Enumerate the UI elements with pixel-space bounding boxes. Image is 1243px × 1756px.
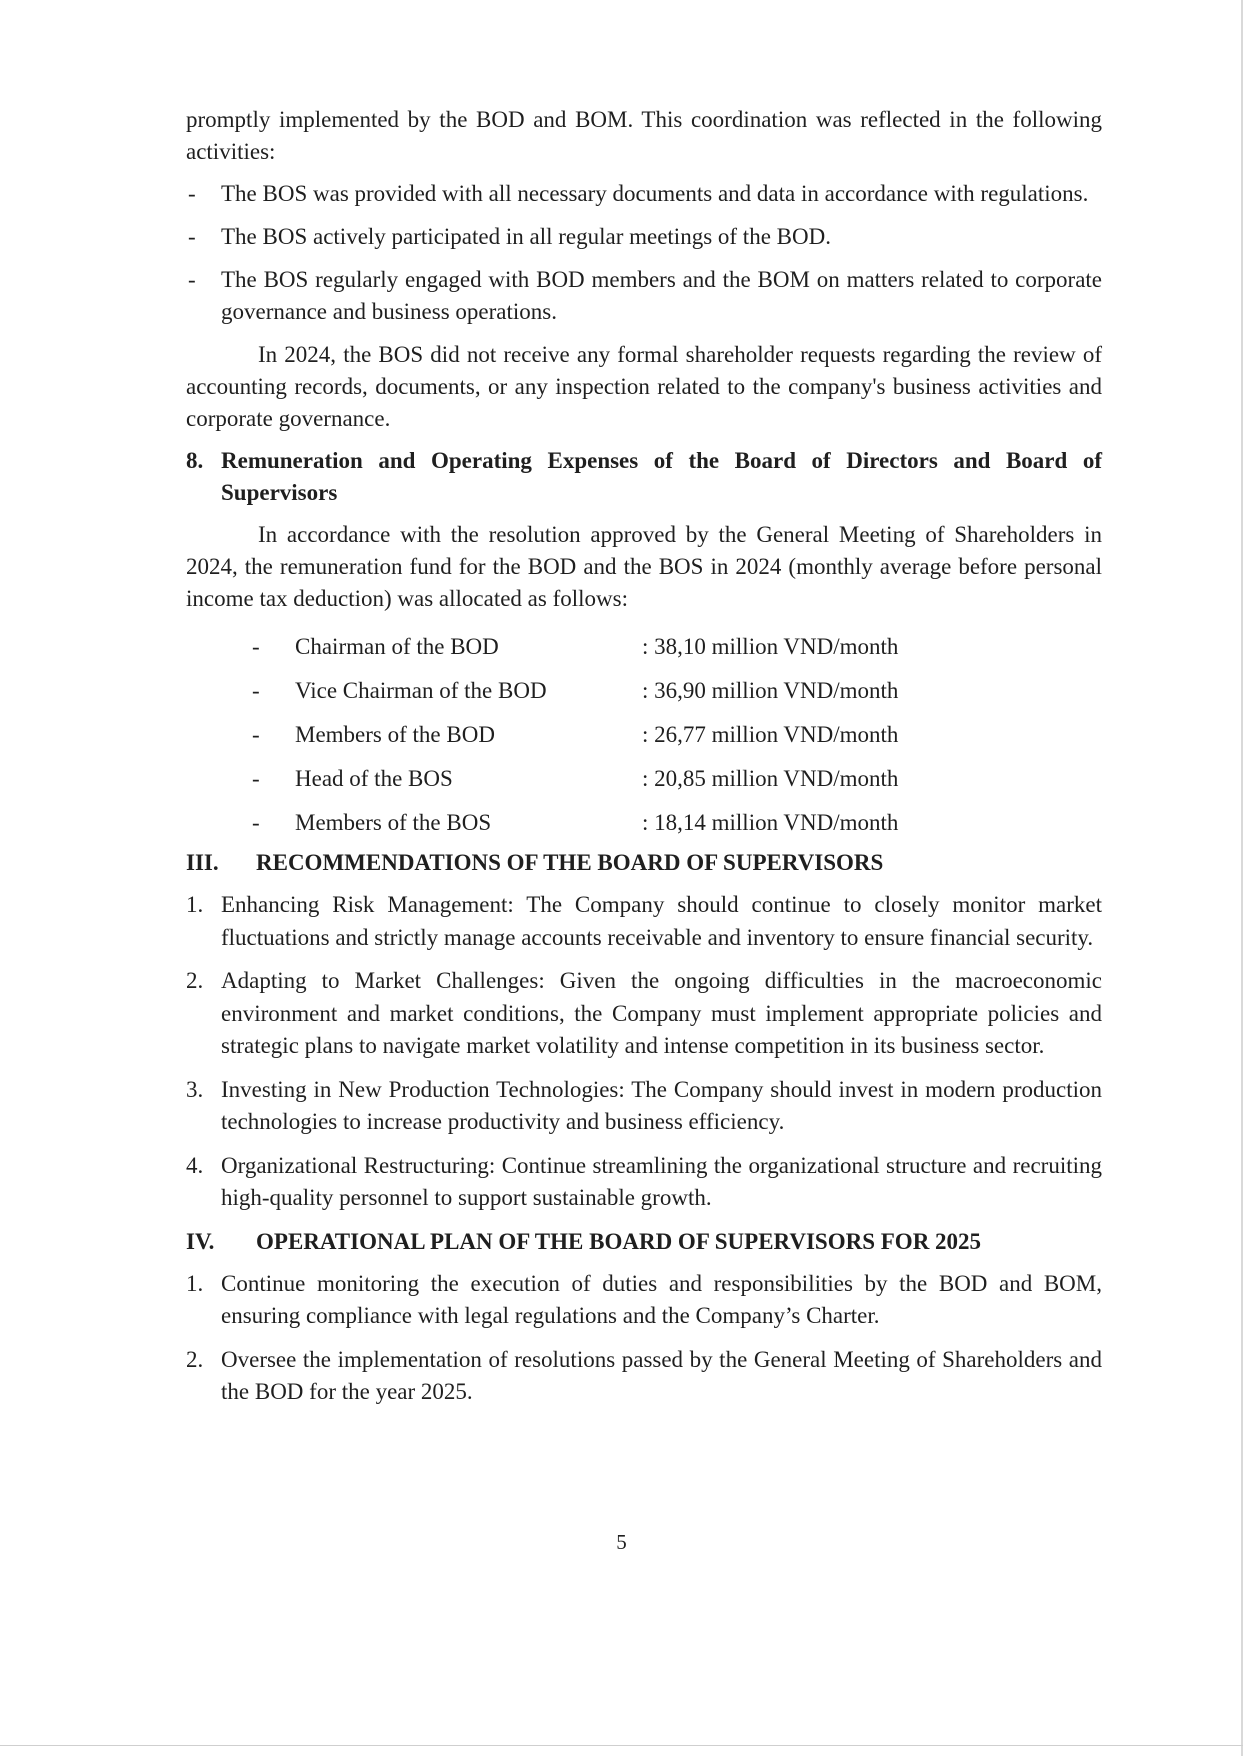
item-text: Oversee the implementation of resolutions passed by the General Meeting of Shareholders and the BOD for the year 2025. (221, 1346, 1102, 1404)
amount-value: : 20,85 million VND/month (642, 766, 899, 791)
section-roman-numeral: IV. (186, 1228, 215, 1254)
item-text: Organizational Restructuring: Continue streamlining the organizational structure and recruiting high-quality personnel to support sustainable growth. (221, 1152, 1102, 1210)
list-item (186, 178, 1102, 210)
shareholder-requests-paragraph: In 2024, the BOS did not receive any formal shareholder requests regarding the review of accounting records, documents, or any inspection related to the company's business activities and corporate governance. (186, 342, 1102, 431)
remuneration-row (186, 625, 1102, 669)
amount-value: : 26,77 million VND/month (642, 722, 899, 747)
item-text: Investing in New Production Technologies: The Company should invest in modern production technologies to increase productivity and business efficiency. (221, 1076, 1102, 1134)
document-body (186, 104, 1102, 1420)
item-text: Continue monitoring the execution of duties and responsibilities by the BOD and BOM, ensuring compliance with legal regulations and the Company’s Charter. (221, 1270, 1102, 1328)
operational-plan-list (186, 1268, 1102, 1409)
item-text: Enhancing Risk Management: The Company should continue to closely monitor market fluctuations and strictly manage accounts receivable and inventory to ensure financial security. (221, 892, 1102, 950)
list-item (186, 264, 1102, 328)
list-item (186, 965, 1102, 1063)
item-number: 4. (186, 1152, 204, 1178)
bullet-dash: - (252, 766, 260, 791)
bullet-dash: - (188, 267, 196, 292)
bullet-dash: - (252, 678, 260, 703)
role-label: Head of the BOS (295, 766, 453, 791)
item-number: 3. (186, 1076, 204, 1102)
bullet-dash: - (252, 810, 260, 835)
remuneration-row (186, 669, 1102, 713)
intro-paragraph: promptly implemented by the BOD and BOM. This coordination was reflected in the following activities: (186, 107, 1102, 164)
role-label: Chairman of the BOD (295, 634, 499, 659)
role-label: Vice Chairman of the BOD (295, 678, 547, 703)
remuneration-list (186, 625, 1102, 845)
recommendations-list (186, 889, 1102, 1215)
amount-value: : 18,14 million VND/month (642, 810, 899, 835)
bullet-dash: - (252, 634, 260, 659)
section-title: RECOMMENDATIONS OF THE BOARD OF SUPERVISORS (256, 850, 884, 875)
coordination-bullet-list (186, 178, 1102, 328)
section-iv-heading (186, 1226, 1102, 1258)
bullet-dash: - (188, 224, 196, 249)
role-label: Members of the BOS (295, 810, 492, 835)
amount-value: : 36,90 million VND/month (642, 678, 899, 703)
page-number: 5 (616, 1530, 627, 1554)
bullet-text: The BOS was provided with all necessary documents and data in accordance with regulations. (221, 181, 1089, 206)
section-title: Remuneration and Operating Expenses of the Board of Directors and Board of Supervisors (221, 448, 1102, 505)
list-item (186, 1150, 1102, 1215)
section-number: 8. (186, 448, 204, 473)
bullet-text: The BOS regularly engaged with BOD members and the BOM on matters related to corporate governance and business operations. (221, 267, 1102, 324)
list-item (186, 889, 1102, 954)
remuneration-paragraph: In accordance with the resolution approved by the General Meeting of Shareholders in 2024, the remuneration fund for the BOD and the BOS in 2024 (monthly average before personal income tax deduction) was allocated as follows: (186, 522, 1102, 611)
item-number: 1. (186, 892, 204, 917)
role-label: Members of the BOD (295, 722, 495, 747)
section-roman-numeral: III. (186, 850, 219, 875)
bullet-dash: - (188, 181, 196, 206)
item-number: 2. (186, 1346, 204, 1372)
remuneration-row (186, 801, 1102, 845)
section-iii-heading (186, 847, 1102, 879)
list-item (186, 1344, 1102, 1409)
section-title: OPERATIONAL PLAN OF THE BOARD OF SUPERVISORS FOR 2025 (256, 1228, 982, 1254)
bullet-dash: - (252, 722, 260, 747)
remuneration-row (186, 757, 1102, 801)
amount-value: : 38,10 million VND/month (642, 634, 899, 659)
section-8-heading (186, 445, 1102, 509)
item-text: Adapting to Market Challenges: Given the ongoing difficulties in the macroeconomic environment and market conditions, the Company must implement appropriate policies and strategic plans to navigate market volatility and intense competition in its business sector. (221, 968, 1102, 1058)
list-item (186, 1074, 1102, 1139)
remuneration-row (186, 713, 1102, 757)
item-number: 2. (186, 968, 204, 993)
bullet-text: The BOS actively participated in all regular meetings of the BOD. (221, 224, 831, 249)
page-edge-bottom (0, 1745, 1243, 1746)
list-item (186, 221, 1102, 253)
item-number: 1. (186, 1270, 204, 1296)
list-item (186, 1268, 1102, 1333)
